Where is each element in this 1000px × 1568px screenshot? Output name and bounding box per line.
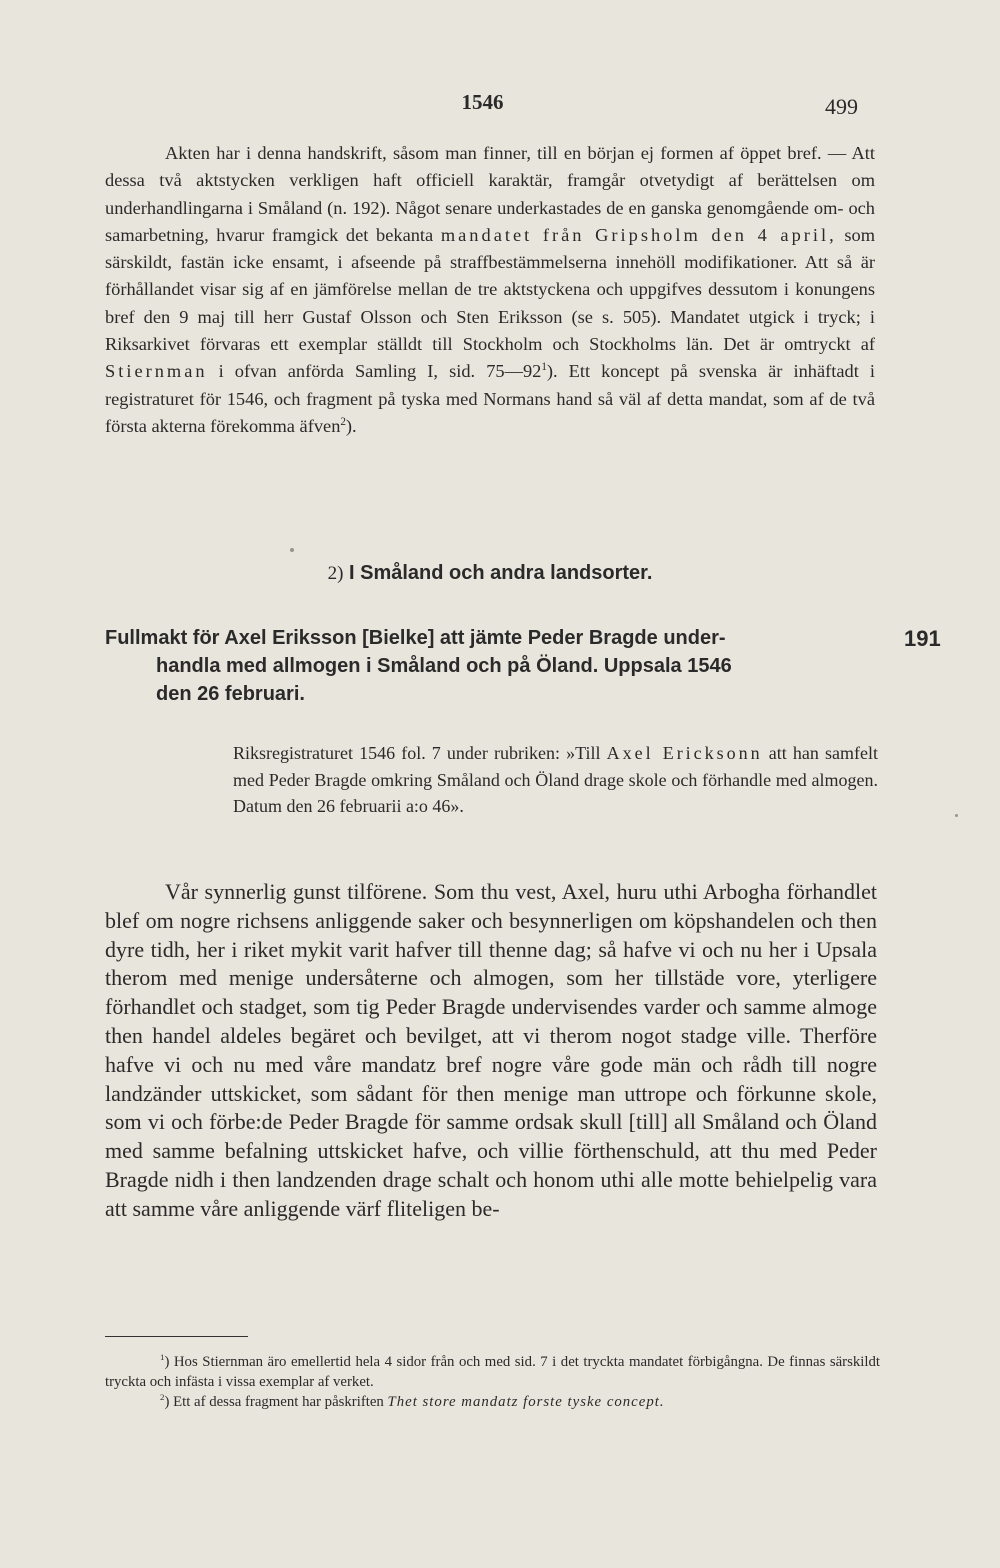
footnote-text: ) Ett af dessa fragment har påskriften [164,1394,388,1410]
author-name: Stiernman [105,361,208,382]
document-title-line: handla med allmogen i Småland och på Öland. Uppsala 1546 [156,655,732,677]
intro-text: som särskildt, fastän icke ensamt, i afseende på straffbestämmelserna innehöll modifikationer. Att så är förhållandet visar sig af en jämförelse mellan de tre aktstyckena och uppgifves dessutom i konungens bref den 9 maj till herr Gustaf Olsson och Sten Eriksson (se s. 505). Mandatet utgick i tryck; i Riksarkivet förvaras ett exemplar ställdt till Stockholm och Stockholms län. Det är omtryckt af [105,224,876,355]
letter-text [105,878,877,1224]
footnote-italic-text: Thet store mandatz forste tyske concept. [387,1394,665,1410]
footnote-marker: 2 [160,1392,165,1403]
document-title [105,624,875,708]
source-text: att han samfelt med Peder Bragde omkring Småland och Öland drage skole och förhandle med almogen. Datum den 26 februarii a:o 46». [233,743,878,816]
footnote-marker: 1 [160,1352,165,1363]
source-spaced-name: Axel Ericksonn [606,743,763,763]
section-number: 2) [327,563,344,584]
source-text: Riksregistraturet 1546 fol. 7 under rubriken: »Till [233,743,607,763]
paper-speck [290,548,294,552]
footnote-ref: 2 [340,415,346,428]
intro-text: ). [345,415,357,436]
paper-speck [955,814,958,817]
document-number: 191 [904,626,941,651]
section-heading [105,562,875,585]
intro-text: i ofvan anförda Samling I, sid. 75—92 [207,361,542,382]
document-title-line: den 26 februari. [156,683,305,705]
footnote [105,1352,880,1392]
footnotes [105,1352,880,1412]
footnote-ref: 1 [541,361,547,374]
footnote [105,1392,880,1412]
footnote-divider [105,1336,248,1337]
footnote-text: ) Hos Stiernman äro emellertid hela 4 sidor från och med sid. 7 i det tryckta mandatet förbigångna. De finnas särskildt tryckta och infästa i vissa exemplar af verket. [105,1354,880,1390]
section-title: I Småland och andra landsorter. [348,562,653,584]
page-header [105,86,860,122]
intro-paragraph [105,140,875,440]
intro-spaced-text: mandatet från Gripsholm den 4 april, [440,224,837,245]
source-note [233,740,878,820]
document-title-line: Fullmakt för Axel Eriksson [Bielke] att jämte Peder Bragde under- [105,627,726,649]
page-number: 499 [825,94,858,119]
running-head-year: 1546 [461,90,504,114]
intro-text: Akten har i denna handskrift, såsom man finner, till en början ej formen af öppet bref. — Att dessa två aktstycken verkligen haft officiell karaktär, framgår otvetydigt af berättelsen om underhandlingarna i Småland (n. 192). Något senare underkastades de en ganska genomgående om- och samarbetning, hvarur framgick det bekanta [105,143,875,245]
intro-text: ). Ett koncept på svenska är inhäftadt i registraturet för 1546, och fragment på tyska med Normans hand så väl af detta mandat, som af de två första akterna förekomma äfven [105,361,875,436]
letter-paragraph: Vår synnerlig gunst tilförene. Som thu vest, Axel, huru uthi Arbogha förhandlet blef om nogre richsens anliggende saker och besynnerligen om köpshandelen och then dyre tidh, her i riket mykit varit hafver till thenne dag; så hafve vi och nu her i Upsala therom med menige undersåterne och almogen, som her tillstäde vore, yterligere förhandlet och stadget, som tig Peder Bragde undervisendes varder och samme almoge then handel aldeles begäret och bevilget, att vi therom nogot stadge ville. Therföre hafve vi och nu med våre mandatz bref nogre våre gode män och rådh till nogre landzänder uttskicket, som sådant för then menige man uttrope och förkunne skole, som vi och förbe:de Peder Bragde för samme ordsak skull [till] all Småland och Öland med samme befalning uttskicket hafve, och villie förthenschuld, att thu med Peder Bragde nidh i then landzenden drage schalt och honom uthi alle motte behielpelig vara att samme våre anliggende värf fliteligen be- [105,879,877,1221]
